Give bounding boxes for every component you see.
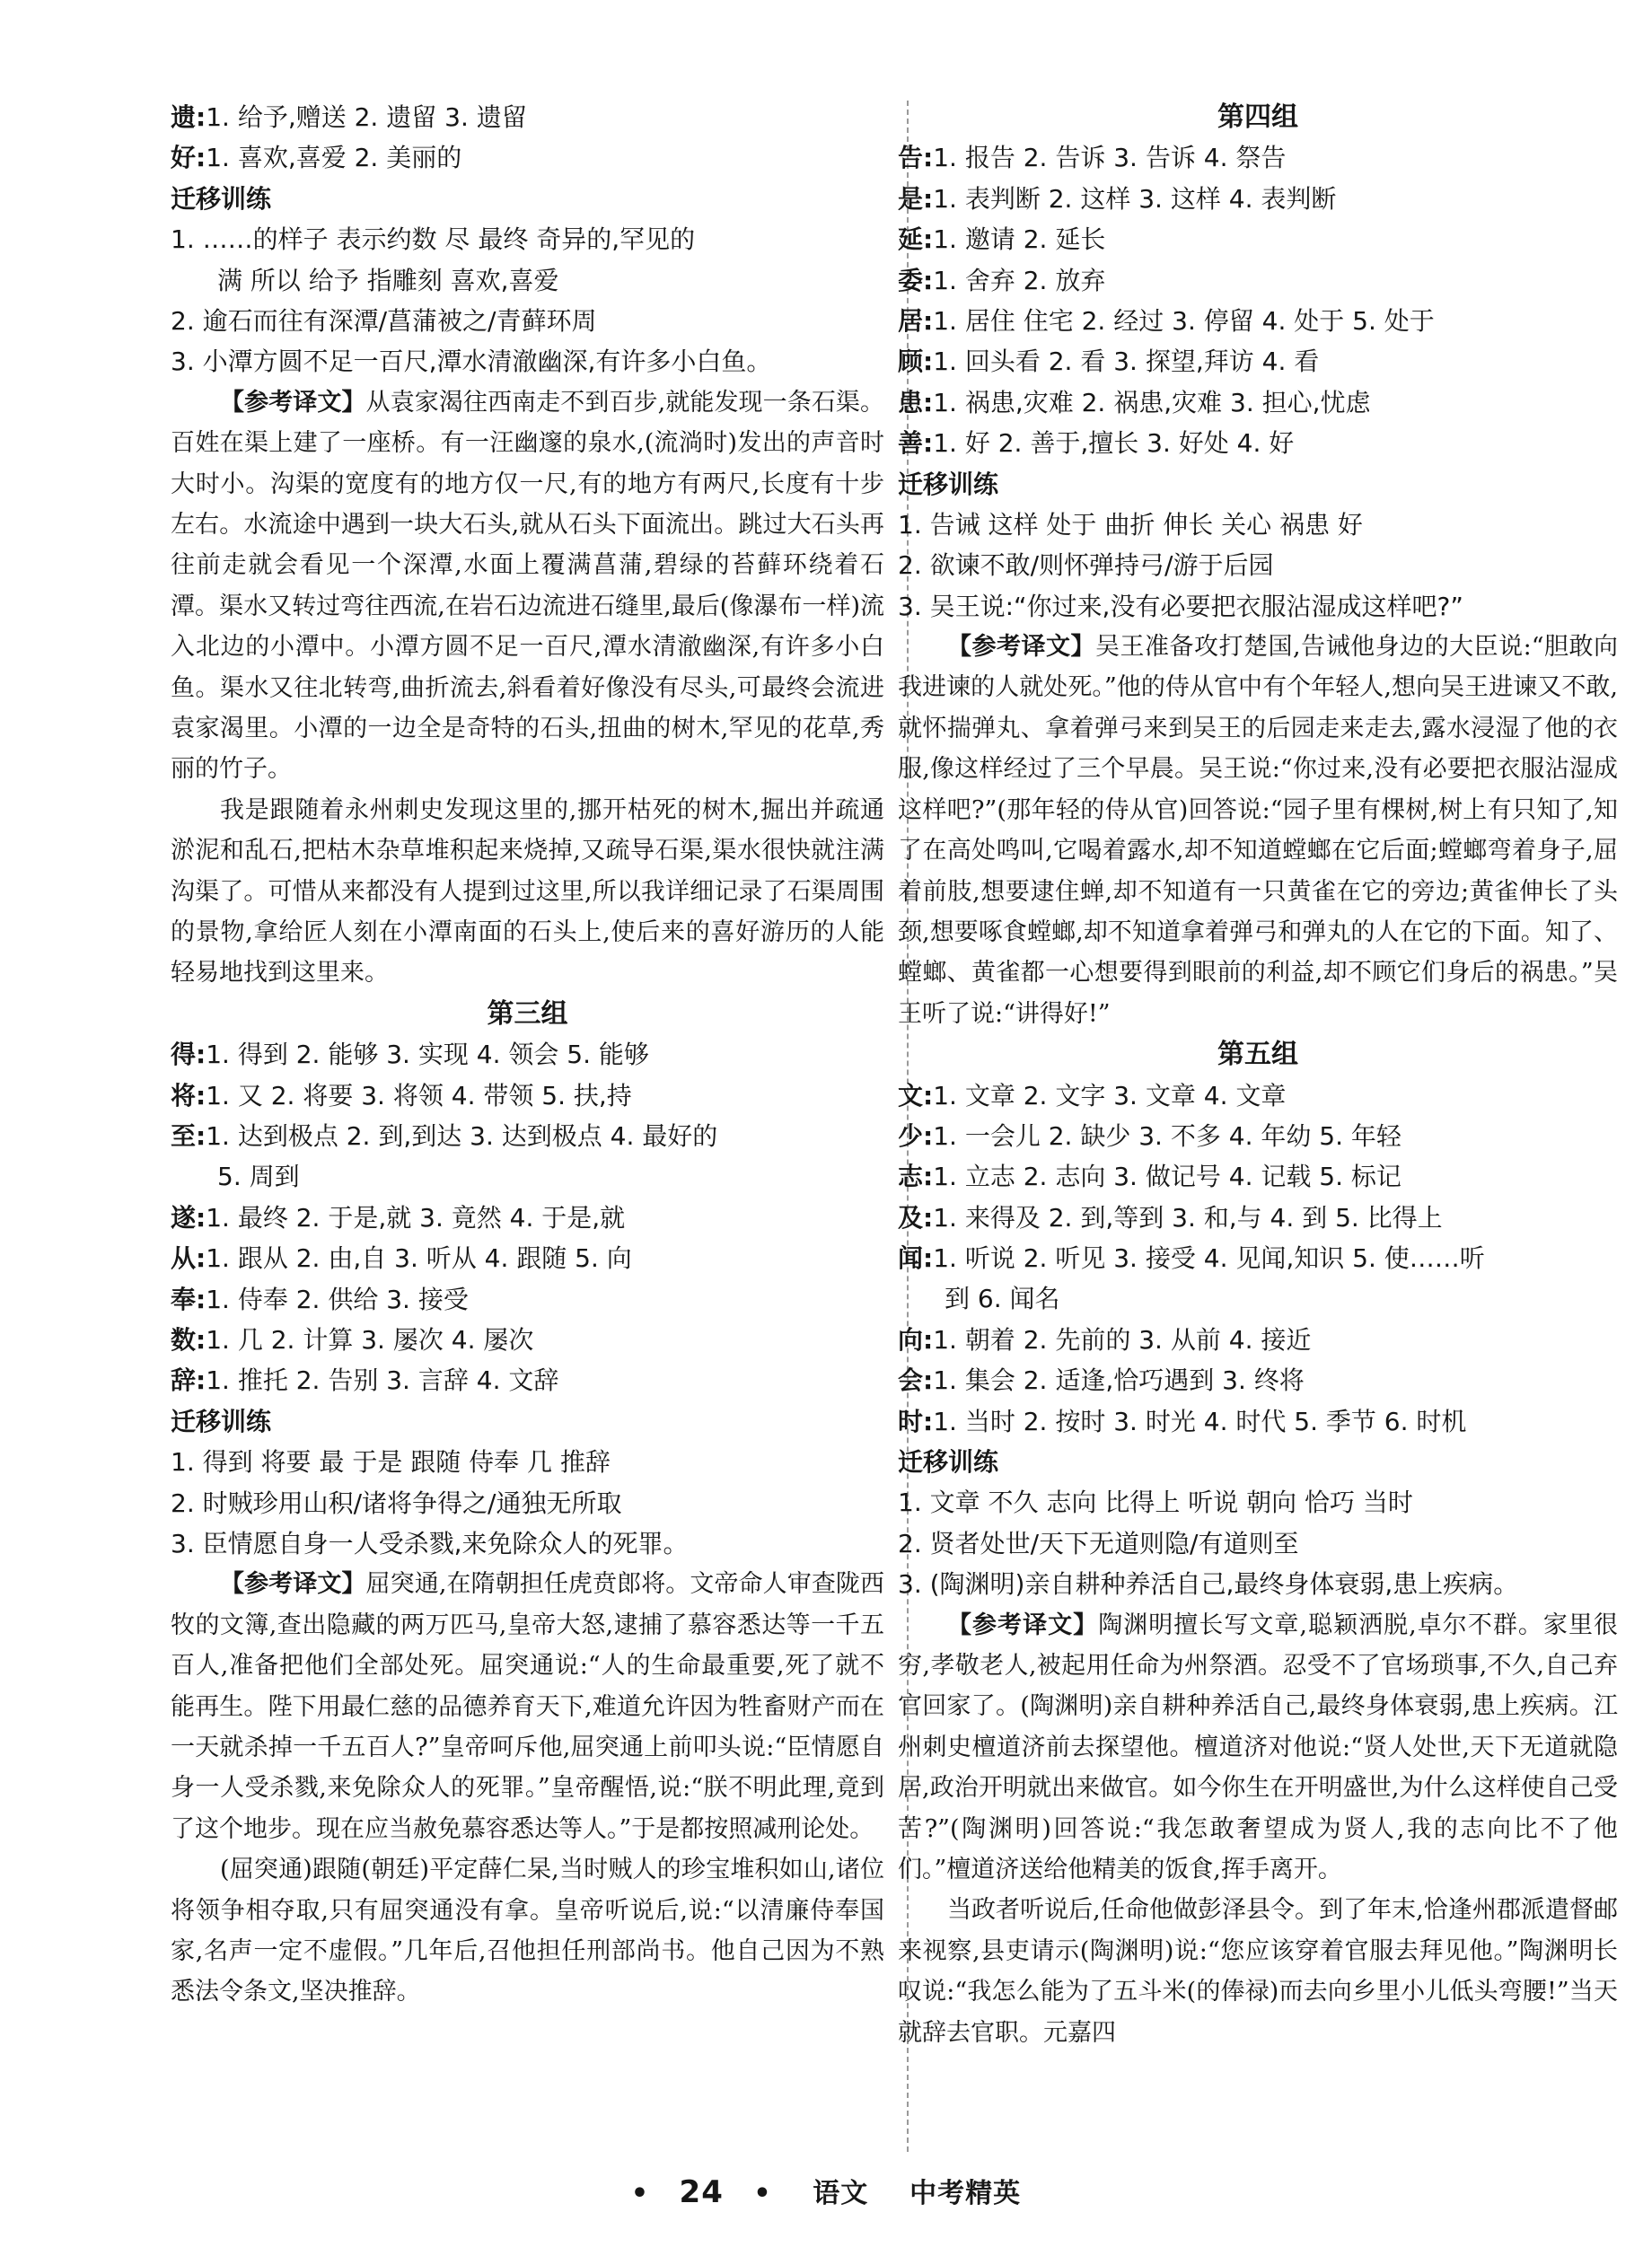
vocab-entry: 辞:1. 推托 2. 告别 3. 言辞 4. 文辞 — [171, 1365, 559, 1396]
translation-paragraph — [171, 1564, 884, 1849]
section-heading: 第四组 — [1217, 101, 1298, 133]
training-line: 1. 文章 不久 志向 比得上 听说 朝向 恰巧 当时 — [898, 1488, 1413, 1518]
translation-tag: 【参考译文】 — [220, 1570, 366, 1599]
vocab-entry: 是:1. 表判断 2. 这样 3. 这样 4. 表判断 — [898, 183, 1337, 214]
vocab-entry: 善:1. 好 2. 善于,擅长 3. 好处 4. 好 — [898, 428, 1295, 459]
training-heading: 迁移训练 — [898, 469, 999, 499]
vocab-entry: 患:1. 祸患,灾难 2. 祸患,灾难 3. 担心,忧虑 — [898, 387, 1371, 417]
footer-bullet: • — [630, 2178, 650, 2209]
vocab-entry: 遂:1. 最终 2. 于是,就 3. 竟然 4. 于是,就 — [171, 1202, 626, 1233]
translation-tag: 【参考译文】 — [947, 1611, 1099, 1639]
page-number: 24 — [679, 2174, 724, 2210]
training-line: 1. ……的样子 表示约数 尽 最终 奇异的,罕见的 — [171, 224, 696, 255]
training-line: 2. 时贼珍用山积/诸将争得之/通独无所取 — [171, 1488, 622, 1518]
training-line: 1. 告诫 这样 处于 曲折 伸长 关心 祸患 好 — [898, 509, 1363, 540]
footer-bullet: • — [753, 2178, 772, 2209]
training-heading: 迁移训练 — [898, 1447, 999, 1478]
training-line: 3. 小潭方圆不足一百尺,潭水清澈幽深,有许多小白鱼。 — [171, 347, 772, 377]
training-line: 3. 吴王说:“你过来,没有必要把衣服沾湿成这样吧?” — [898, 591, 1463, 621]
footer-book-title: 中考精英 — [909, 2178, 1022, 2209]
training-line: 3. (陶渊明)亲自耕种养活自己,最终身体衰弱,患上疾病。 — [898, 1569, 1519, 1600]
translation-tag: 【参考译文】 — [220, 388, 366, 417]
translation-paragraph: 我是跟随着永州刺史发现这里的,挪开枯死的树木,掘出并疏通淤泥和乱石,把枯木杂草堆积起来烧掉,又疏导石渠,渠水很快就注满沟渠了。可惜从来都没有人提到过这里,所以我详细记录了石渠周围的景物,拿给匠人刻在小潭南面的石头上,使后来的喜好游历的人能轻易地找到这里来。 — [171, 795, 884, 988]
translation-text: 陶渊明擅长写文章,聪颖洒脱,卓尔不群。家里很穷,孝敬老人,被起用任命为州祭酒。忍受不了官场琐事,不久,自己弃官回家了。(陶渊明)亲自耕种养活自己,最终身体衰弱,患上疾病。江州刺史檀道济前去探望他。檀道济对他说:“贤人处世,天下无道就隐居,政治开明就出来做官。如今你生在开明盛世,为什么这样使自己受苦?”(陶渊明)回答说:“我怎敢奢望成为贤人,我的志向比不了他们。”檀道济送给他精美的饭食,挥手离开。 — [898, 1611, 1618, 1884]
training-line: 2. 欲谏不敢/则怀弹持弓/游于后园 — [898, 550, 1274, 581]
vocab-entry: 时:1. 当时 2. 按时 3. 时光 4. 时代 5. 季节 6. 时机 — [898, 1406, 1467, 1436]
translation-paragraph — [898, 627, 1618, 1034]
training-line: 2. 逾石而往有深潭/菖蒲被之/青藓环周 — [171, 305, 597, 336]
vocab-entry: 会:1. 集会 2. 适逢,恰巧遇到 3. 终将 — [898, 1365, 1305, 1396]
vocab-entry: 顾:1. 回头看 2. 看 3. 探望,拜访 4. 看 — [898, 347, 1320, 377]
vocab-entry: 志:1. 立志 2. 志向 3. 做记号 4. 记载 5. 标记 — [898, 1162, 1402, 1192]
page-footer — [0, 2171, 1652, 2210]
footer-subject: 语文 — [813, 2178, 869, 2209]
translation-paragraph: 当政者听说后,任命他做彭泽县令。到了年末,恰逢州郡派遣督邮来视察,县吏请示(陶渊明)说:“您应该穿着官服去拜见他。”陶渊明长叹说:“我怎么能为了五斗米(的俸禄)而去向乡里小儿低头弯腰!”当天就辞去官职。元嘉四 — [898, 1896, 1618, 2047]
vocab-entry: 向:1. 朝着 2. 先前的 3. 从前 4. 接近 — [898, 1324, 1312, 1355]
vocab-entry: 闻:1. 听说 2. 听见 3. 接受 4. 见闻,知识 5. 使……听 — [898, 1243, 1485, 1274]
vocab-entry: 遗:1. 给予,赠送 2. 遗留 3. 遗留 — [171, 102, 527, 132]
section-heading: 第三组 — [487, 997, 568, 1030]
vocab-entry: 至:1. 达到极点 2. 到,到达 3. 达到极点 4. 最好的 — [171, 1121, 718, 1151]
vocab-entry: 告:1. 报告 2. 告诉 3. 告诉 4. 祭告 — [898, 143, 1287, 173]
left-column — [171, 97, 884, 2013]
vocab-entry: 从:1. 跟从 2. 由,自 3. 听从 4. 跟随 5. 向 — [171, 1243, 632, 1274]
right-column — [898, 97, 1618, 2053]
vocab-entry: 及:1. 来得及 2. 到,等到 3. 和,与 4. 到 5. 比得上 — [898, 1202, 1443, 1233]
vocab-entry: 少:1. 一会儿 2. 缺少 3. 不多 4. 年幼 5. 年轻 — [898, 1120, 1402, 1151]
vocab-entry: 到 6. 闻名 — [945, 1284, 1060, 1314]
translation-tag: 【参考译文】 — [947, 633, 1096, 662]
translation-text: 吴王准备攻打楚国,告诫他身边的大臣说:“胆敢向我进谏的人就处死。”他的侍从官中有个年轻人,想向吴王进谏又不敢,就怀揣弹丸、拿着弹弓来到吴王的后园走来走去,露水浸湿了他的衣服,像这样经过了三个早晨。吴王说:“你过来,没有必要把衣服沾湿成这样吧?”(那年轻的侍从官)回答说:“园子里有棵树,树上有只知了,知了在高处鸣叫,它喝着露水,却不知道螳螂在它后面;螳螂弯着身子,屈着前肢,想要逮住蝉,却不知道有一只黄雀在它的旁边;黄雀伸长了头颈,想要啄食螳螂,却不知道拿着弹弓和弹丸的人在它的下面。知了、螳螂、黄雀都一心想要得到眼前的利益,却不顾它们身后的祸患。”吴王听了说:“讲得好!” — [898, 633, 1619, 1028]
training-heading: 迁移训练 — [171, 1406, 272, 1436]
training-line: 2. 贤者处世/天下无道则隐/有道则至 — [898, 1528, 1299, 1558]
vocab-entry: 得:1. 得到 2. 能够 3. 实现 4. 领会 5. 能够 — [171, 1040, 649, 1070]
vocab-entry: 居:1. 居住 住宅 2. 经过 3. 停留 4. 处于 5. 处于 — [898, 305, 1435, 336]
vocab-entry: 奉:1. 侍奉 2. 供给 3. 接受 — [171, 1284, 469, 1314]
vocab-entry: 5. 周到 — [217, 1162, 300, 1192]
vocab-entry: 委:1. 舍弃 2. 放弃 — [898, 265, 1106, 295]
translation-text: 屈突通,在隋朝担任虎贲郎将。文帝命人审查陇西牧的文簿,查出隐藏的两万匹马,皇帝大怒,逮捕了慕容悉达等一千五百人,准备把他们全部处死。屈突通说:“人的生命最重要,死了就不能再生。陛下用最仁慈的品德养育天下,难道允许因为牲畜财产而在一天就杀掉一千五百人?”皇帝呵斥他,屈突通上前叩头说:“臣情愿自身一人受杀戮,来免除众人的死罪。”皇帝醒悟,说:“朕不明此理,竟到了这个地步。现在应当赦免慕容悉达等人。”于是都按照减刑论处。 — [171, 1570, 884, 1843]
vocab-entry: 将:1. 又 2. 将要 3. 将领 4. 带领 5. 扶,持 — [171, 1080, 632, 1110]
vocab-entry: 延:1. 邀请 2. 延长 — [898, 224, 1106, 255]
section-heading: 第五组 — [1217, 1039, 1298, 1071]
translation-paragraph — [898, 1605, 1618, 1891]
translation-paragraph — [171, 382, 884, 790]
translation-text: 从袁家渴往西南走不到百步,就能发现一条石渠。百姓在渠上建了一座桥。有一汪幽邃的泉水,(流淌时)发出的声音时大时小。沟渠的宽度有的地方仅一尺,有的地方有两尺,长度有十步左右。水流途中遇到一块大石头,就从石头下面流出。跳过大石头再往前走就会看见一个深潭,水面上覆满菖蒲,碧绿的苔藓环绕着石潭。渠水又转过弯往西流,在岩石边流进石缝里,最后(像瀑布一样)流入北边的小潭中。小潭方圆不足一百尺,潭水清澈幽深,有许多小白鱼。渠水又往北转弯,曲折流去,斜看着好像没有尽头,可最终会流进袁家渴里。小潭的一边全是奇特的石头,扭曲的树木,罕见的花草,秀丽的竹子。 — [171, 388, 884, 784]
training-line: 3. 臣情愿自身一人受杀戮,来免除众人的死罪。 — [171, 1528, 689, 1558]
vocab-entry: 文:1. 文章 2. 文字 3. 文章 4. 文章 — [898, 1080, 1287, 1110]
vocab-entry: 数:1. 几 2. 计算 3. 屡次 4. 屡次 — [171, 1324, 534, 1355]
training-line: 满 所以 给予 指雕刻 喜欢,喜爱 — [217, 265, 559, 295]
training-heading: 迁移训练 — [171, 183, 272, 214]
vocab-entry: 好:1. 喜欢,喜爱 2. 美丽的 — [171, 143, 462, 173]
translation-paragraph: (屈突通)跟随(朝廷)平定薛仁杲,当时贼人的珍宝堆积如山,诸位将领争相夺取,只有屈突通没有拿。皇帝听说后,说:“以清廉侍奉国家,名声一定不虚假。”几年后,召他担任刑部尚书。他自己因为不熟悉法令条文,坚决推辞。 — [171, 1856, 884, 2006]
training-line: 1. 得到 将要 最 于是 跟随 侍奉 几 推辞 — [171, 1447, 611, 1478]
